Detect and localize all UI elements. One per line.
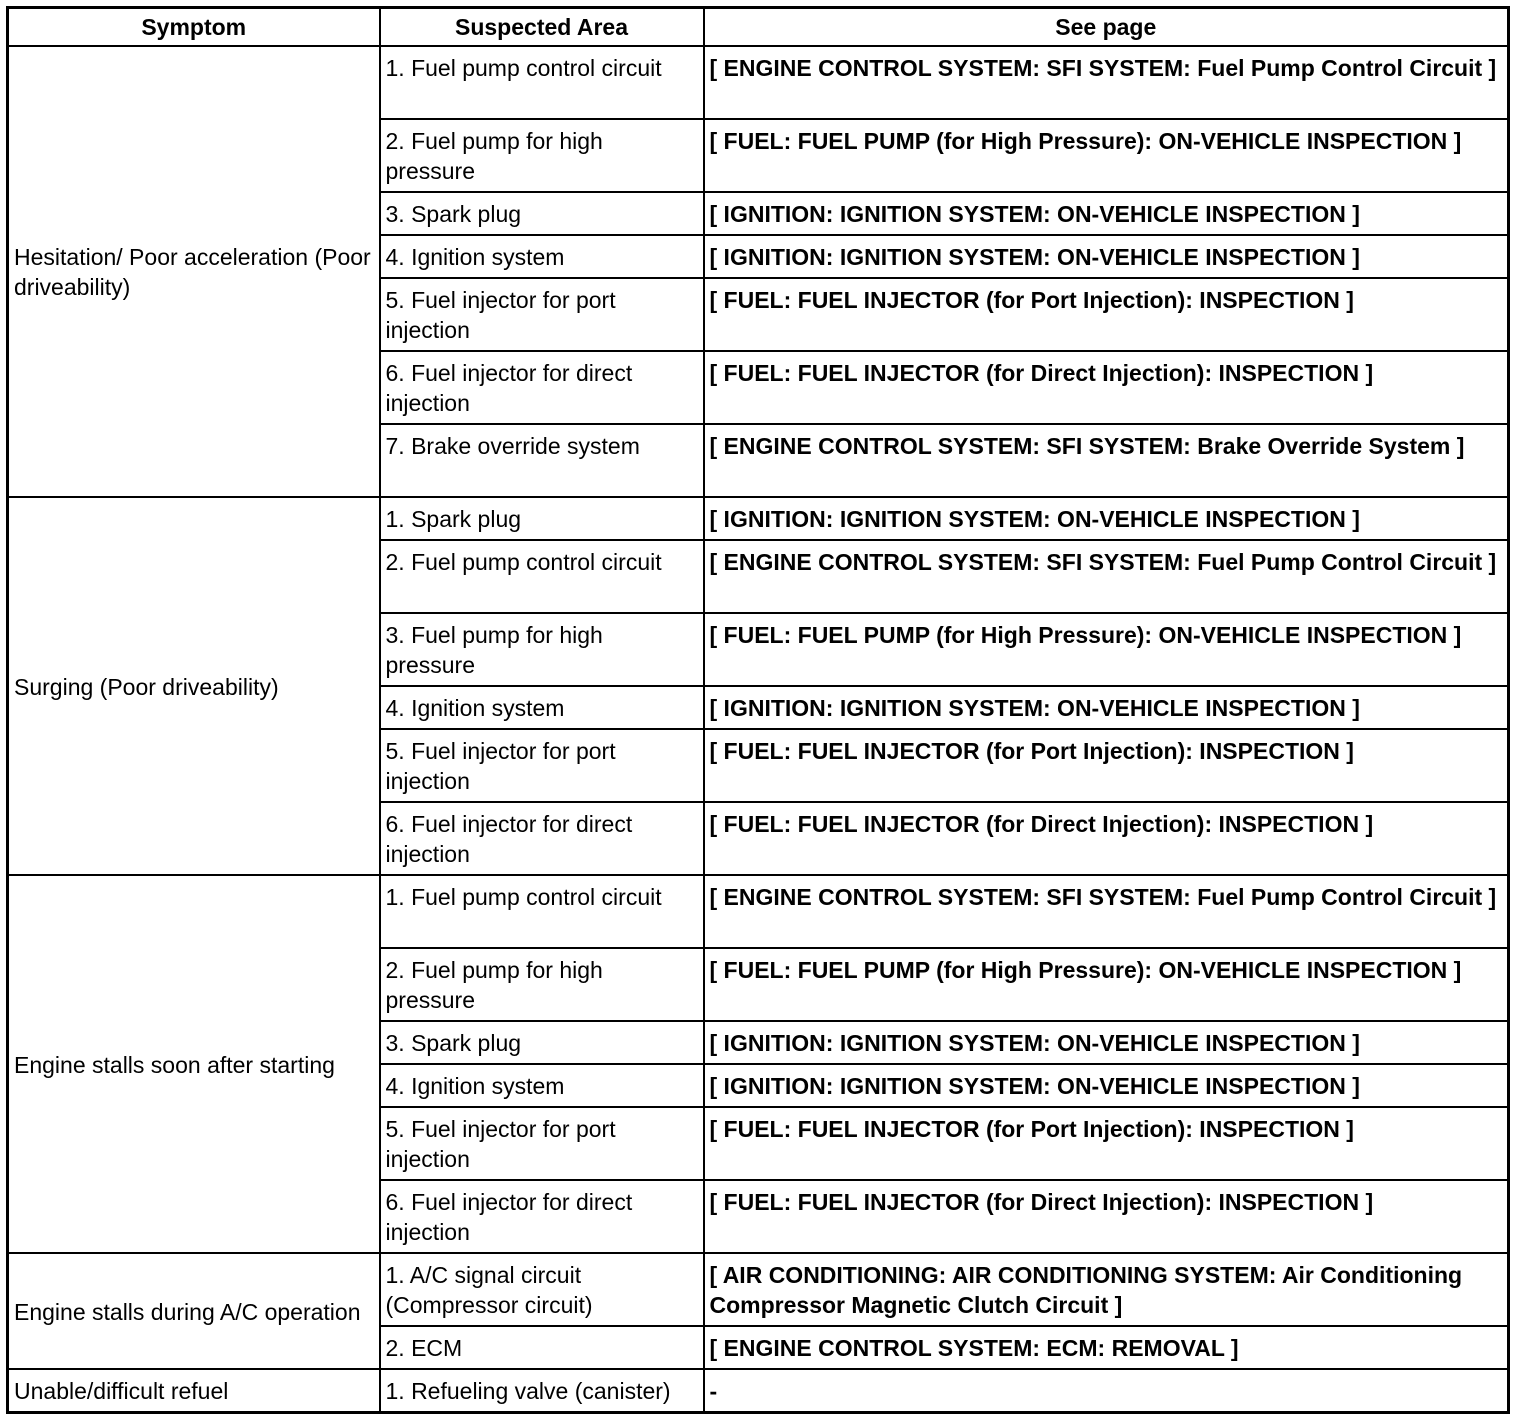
table-row — [8, 875, 1509, 948]
symptom-cell: Surging (Poor driveability) — [8, 497, 380, 875]
see-page-cell: - — [704, 1369, 1509, 1413]
see-page-link[interactable]: [ ENGINE CONTROL SYSTEM: SFI SYSTEM: Brake Override System ] — [704, 424, 1509, 497]
suspected-area-cell: 2. ECM — [380, 1326, 704, 1369]
see-page-link[interactable]: [ ENGINE CONTROL SYSTEM: SFI SYSTEM: Fuel Pump Control Circuit ] — [704, 46, 1509, 119]
header-symptom: Symptom — [8, 8, 380, 47]
table-row — [8, 46, 1509, 119]
see-page-link[interactable]: [ ENGINE CONTROL SYSTEM: SFI SYSTEM: Fuel Pump Control Circuit ] — [704, 875, 1509, 948]
suspected-area-cell: 1. Fuel pump control circuit — [380, 875, 704, 948]
symptom-cell: Hesitation/ Poor acceleration (Poor driveability) — [8, 46, 380, 497]
suspected-area-cell: 4. Ignition system — [380, 1064, 704, 1107]
suspected-area-cell: 2. Fuel pump for high pressure — [380, 948, 704, 1021]
table-row — [8, 1253, 1509, 1326]
see-page-link[interactable]: [ FUEL: FUEL INJECTOR (for Direct Injection): INSPECTION ] — [704, 351, 1509, 424]
see-page-link[interactable]: [ FUEL: FUEL PUMP (for High Pressure): ON-VEHICLE INSPECTION ] — [704, 119, 1509, 192]
suspected-area-cell: 1. Refueling valve (canister) — [380, 1369, 704, 1413]
see-page-link[interactable]: [ IGNITION: IGNITION SYSTEM: ON-VEHICLE INSPECTION ] — [704, 1064, 1509, 1107]
suspected-area-cell: 3. Spark plug — [380, 1021, 704, 1064]
see-page-link[interactable]: [ FUEL: FUEL INJECTOR (for Port Injection): INSPECTION ] — [704, 278, 1509, 351]
see-page-link[interactable]: [ FUEL: FUEL INJECTOR (for Port Injection): INSPECTION ] — [704, 1107, 1509, 1180]
suspected-area-cell: 1. A/C signal circuit (Compressor circuit) — [380, 1253, 704, 1326]
see-page-link[interactable]: [ IGNITION: IGNITION SYSTEM: ON-VEHICLE INSPECTION ] — [704, 686, 1509, 729]
suspected-area-cell: 5. Fuel injector for port injection — [380, 729, 704, 802]
see-page-link[interactable]: [ IGNITION: IGNITION SYSTEM: ON-VEHICLE INSPECTION ] — [704, 497, 1509, 540]
suspected-area-cell: 1. Spark plug — [380, 497, 704, 540]
suspected-area-cell: 7. Brake override system — [380, 424, 704, 497]
suspected-area-cell: 4. Ignition system — [380, 235, 704, 278]
see-page-link[interactable]: [ ENGINE CONTROL SYSTEM: SFI SYSTEM: Fuel Pump Control Circuit ] — [704, 540, 1509, 613]
suspected-area-cell: 5. Fuel injector for port injection — [380, 1107, 704, 1180]
header-row — [8, 8, 1509, 47]
table-row — [8, 1369, 1509, 1413]
table-row — [8, 497, 1509, 540]
see-page-link[interactable]: [ FUEL: FUEL INJECTOR (for Direct Injection): INSPECTION ] — [704, 1180, 1509, 1253]
suspected-area-cell: 2. Fuel pump control circuit — [380, 540, 704, 613]
see-page-link[interactable]: [ FUEL: FUEL INJECTOR (for Direct Injection): INSPECTION ] — [704, 802, 1509, 875]
suspected-area-cell: 3. Spark plug — [380, 192, 704, 235]
suspected-area-cell: 6. Fuel injector for direct injection — [380, 802, 704, 875]
see-page-link[interactable]: [ FUEL: FUEL PUMP (for High Pressure): ON-VEHICLE INSPECTION ] — [704, 948, 1509, 1021]
suspected-area-cell: 5. Fuel injector for port injection — [380, 278, 704, 351]
header-see-page: See page — [704, 8, 1509, 47]
symptom-cell: Engine stalls during A/C operation — [8, 1253, 380, 1369]
header-suspected-area: Suspected Area — [380, 8, 704, 47]
see-page-link[interactable]: [ ENGINE CONTROL SYSTEM: ECM: REMOVAL ] — [704, 1326, 1509, 1369]
suspected-area-cell: 2. Fuel pump for high pressure — [380, 119, 704, 192]
symptom-cell: Unable/difficult refuel — [8, 1369, 380, 1413]
see-page-link[interactable]: [ FUEL: FUEL PUMP (for High Pressure): ON-VEHICLE INSPECTION ] — [704, 613, 1509, 686]
suspected-area-cell: 3. Fuel pump for high pressure — [380, 613, 704, 686]
suspected-area-cell: 4. Ignition system — [380, 686, 704, 729]
suspected-area-cell: 1. Fuel pump control circuit — [380, 46, 704, 119]
problem-symptoms-table — [6, 6, 1510, 1414]
suspected-area-cell: 6. Fuel injector for direct injection — [380, 1180, 704, 1253]
see-page-link[interactable]: [ FUEL: FUEL INJECTOR (for Port Injection): INSPECTION ] — [704, 729, 1509, 802]
suspected-area-cell: 6. Fuel injector for direct injection — [380, 351, 704, 424]
see-page-link[interactable]: [ IGNITION: IGNITION SYSTEM: ON-VEHICLE INSPECTION ] — [704, 235, 1509, 278]
symptom-cell: Engine stalls soon after starting — [8, 875, 380, 1253]
see-page-link[interactable]: [ IGNITION: IGNITION SYSTEM: ON-VEHICLE INSPECTION ] — [704, 1021, 1509, 1064]
see-page-link[interactable]: [ AIR CONDITIONING: AIR CONDITIONING SYSTEM: Air Conditioning Compressor Magnetic Clutch Circuit ] — [704, 1253, 1509, 1326]
see-page-link[interactable]: [ IGNITION: IGNITION SYSTEM: ON-VEHICLE INSPECTION ] — [704, 192, 1509, 235]
